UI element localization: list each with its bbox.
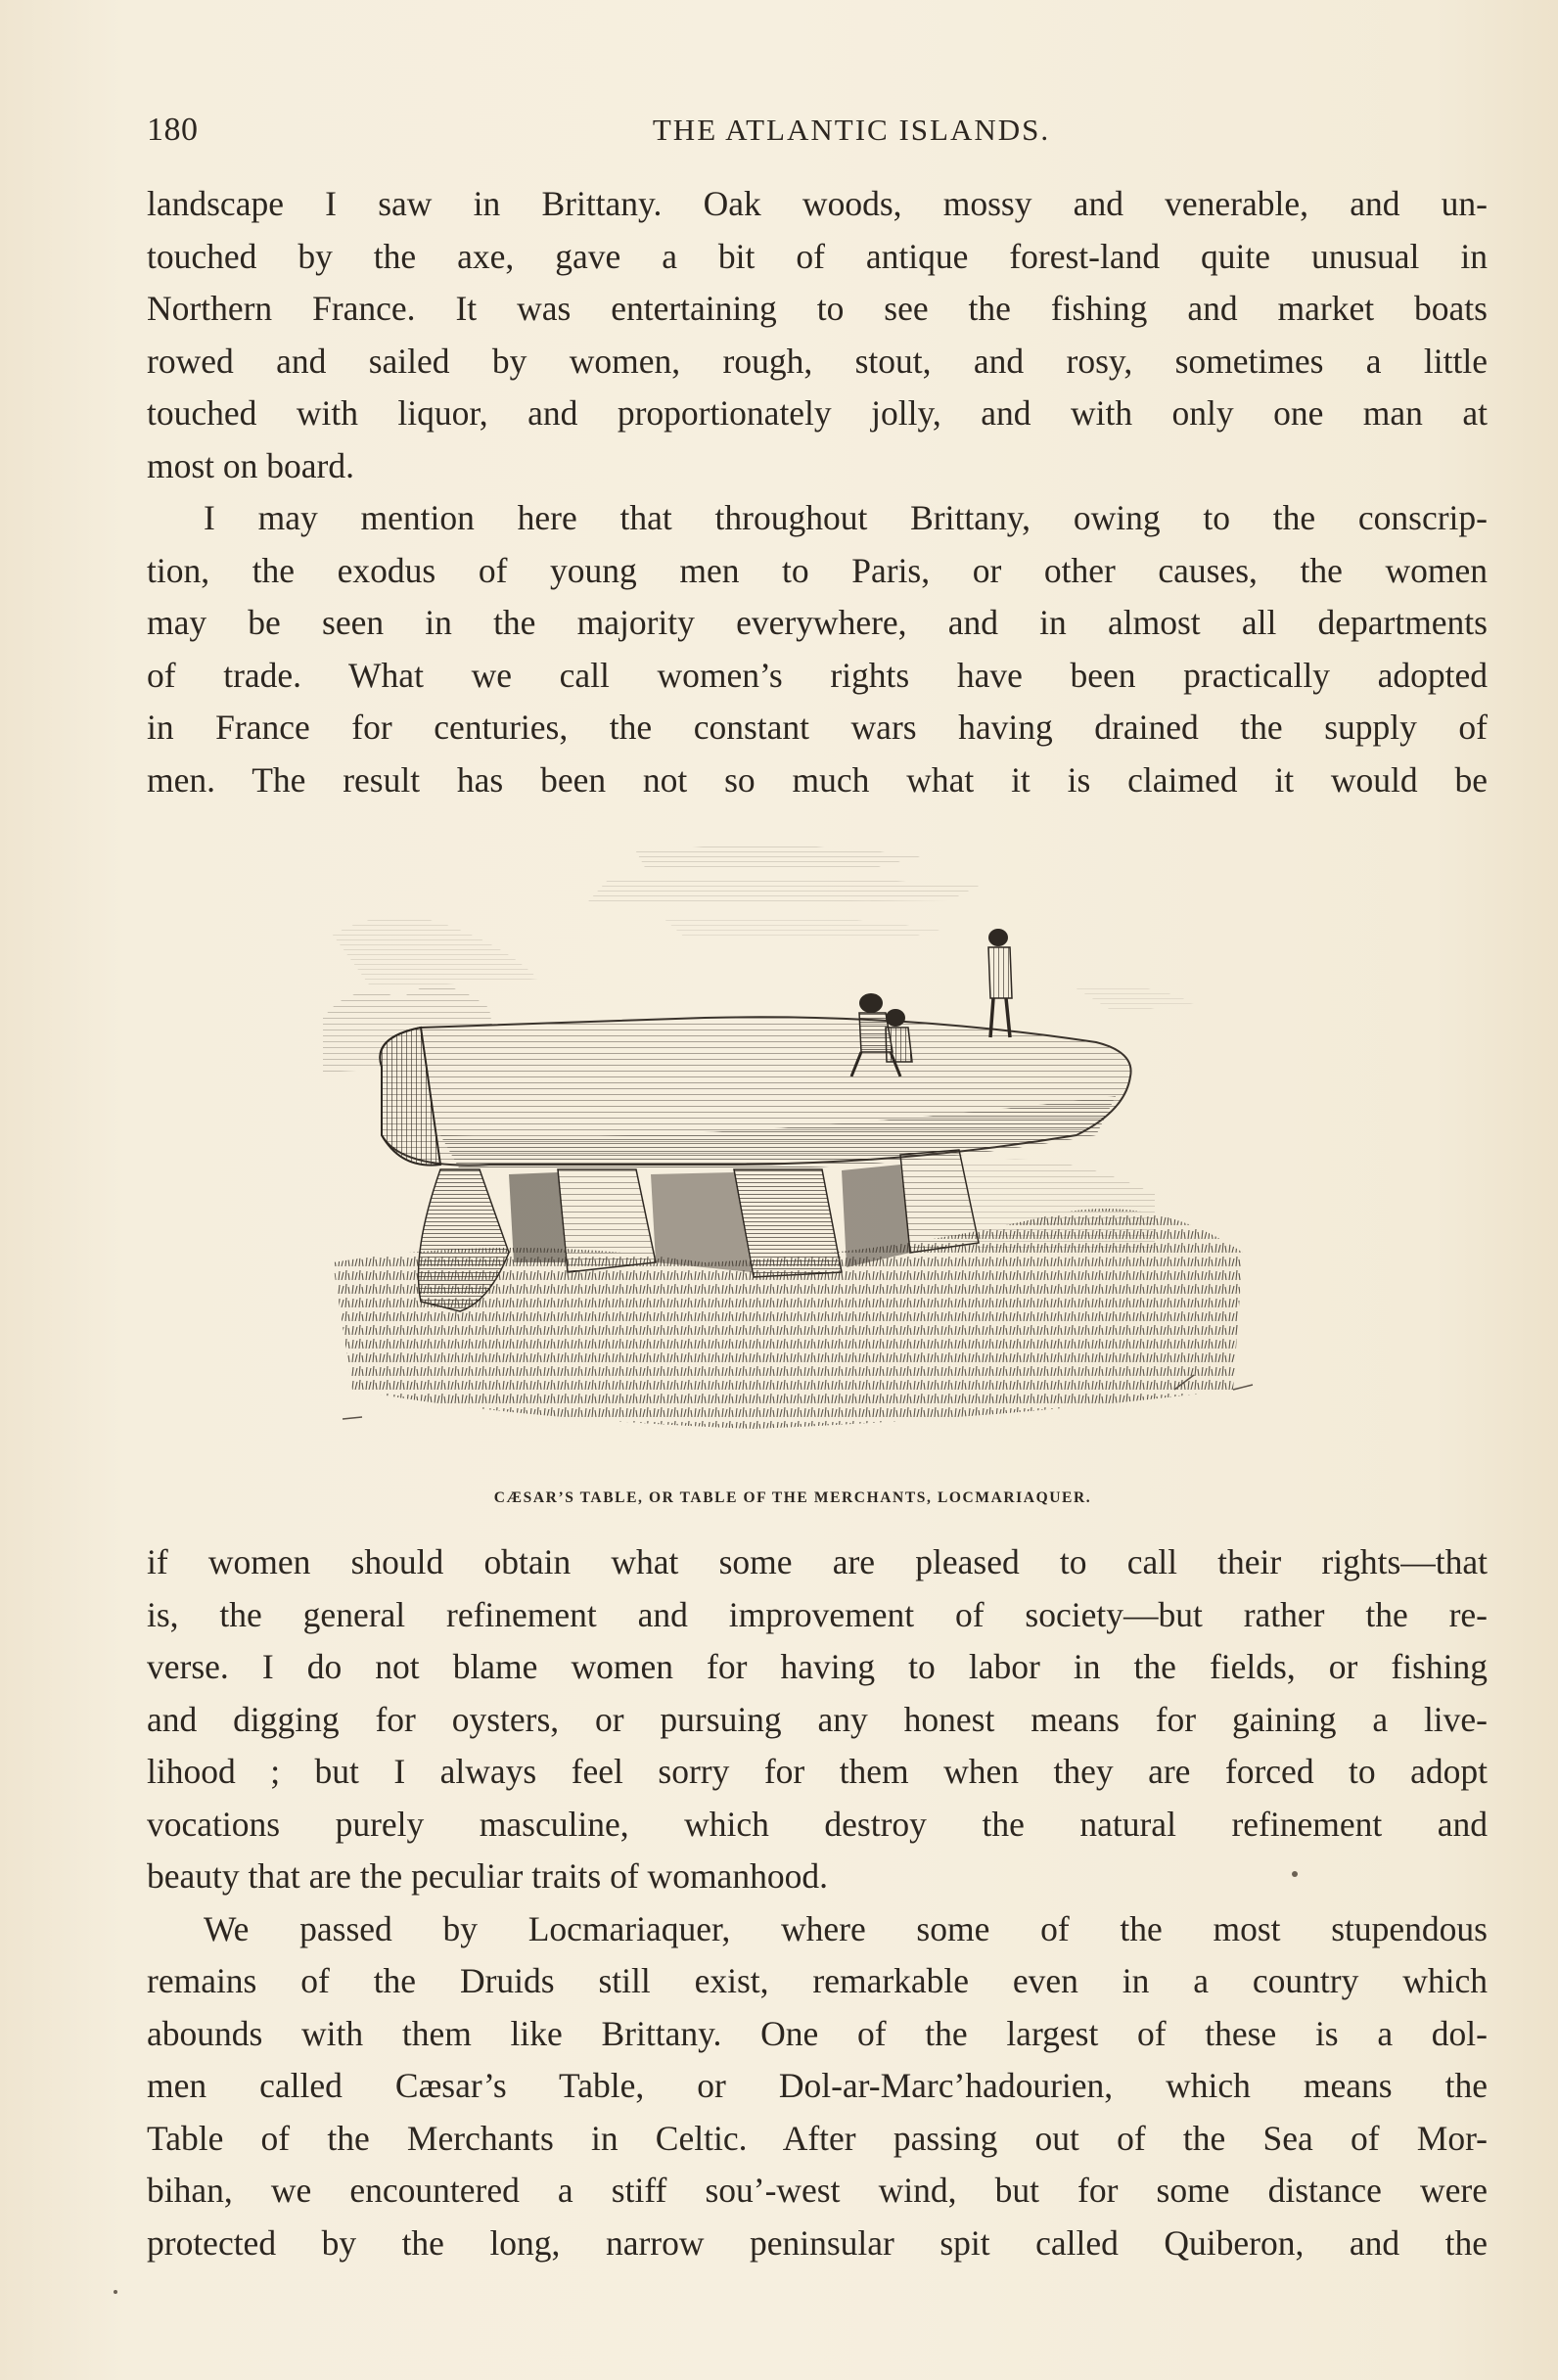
running-head: THE ATLANTIC ISLANDS. [652,113,1051,147]
text-line: may be seen in the majority everywhere, and in almost all departments [147,603,1488,642]
text-line: men called Cæsar’s Table, or Dol-ar-Marc’hadourien, which means the [147,2066,1488,2105]
text-line: verse. I do not blame women for having to labor in the fields, or fishing [147,1647,1488,1686]
text-line: touched with liquor, and proportionately jolly, and with only one man at [147,393,1488,433]
text-block-bottom [147,1536,1488,2269]
text-line: most on board. [147,445,354,485]
text-line: protected by the long, narrow peninsular spit called Quiberon, and the [147,2222,1488,2263]
text-line: rowed and sailed by women, rough, stout, and rosy, sometimes a little [147,341,1488,381]
text-line: remains of the Druids still exist, remarkable even in a country which [147,1961,1488,2000]
text-line: lihood ; but I always feel sorry for them when they are forced to adopt [147,1752,1488,1791]
text-line: is, the general refinement and improvement of society—but rather the re- [147,1594,1488,1634]
text-line: tion, the exodus of young men to Paris, or other causes, the women [147,550,1488,590]
text-line: of trade. What we call women’s rights have been practically adopted [147,655,1488,695]
text-line: in France for centuries, the constant wars having drained the supply of [147,708,1488,747]
page-header [147,106,1488,155]
paper-speck [1292,1871,1298,1877]
text-line: if women should obtain what some are pleased to call their rights—that [147,1542,1488,1581]
text-line: We passed by Locmariaquer, where some of the most stupendous [204,1908,1488,1948]
paper-speck [114,2290,117,2294]
page-number: 180 [147,112,199,148]
text-block-top [147,178,1488,806]
text-line: and digging for oysters, or pursuing any honest means for gaining a live- [147,1699,1488,1739]
figure-illustration [313,842,1272,1506]
text-line: Table of the Merchants in Celtic. After passing out of the Sea of Mor- [147,2118,1488,2158]
text-line: beauty that are the peculiar traits of womanhood. [147,1856,828,1896]
text-line: abounds with them like Brittany. One of the largest of these is a dol- [147,2013,1488,2053]
dolmen-engraving [313,842,1272,1468]
text-line: Northern France. It was entertaining to see the fishing and market boats [147,289,1488,328]
text-line: I may mention here that throughout Brittany, owing to the conscrip- [204,498,1488,537]
text-line: men. The result has been not so much what it is claimed it would be [147,759,1488,800]
text-line: touched by the axe, gave a bit of antique forest-land quite unusual in [147,236,1488,276]
text-line: bihan, we encountered a stiff sou’-west wind, but for some distance were [147,2171,1488,2210]
figure-caption: CÆSAR’S TABLE, OR TABLE OF THE MERCHANTS, LOCMARIAQUER. [493,1489,1092,1506]
text-line: landscape I saw in Brittany. Oak woods, mossy and venerable, and un- [147,184,1488,223]
standing-figure [988,929,1012,1037]
text-line: vocations purely masculine, which destroy the natural refinement and [147,1804,1488,1844]
